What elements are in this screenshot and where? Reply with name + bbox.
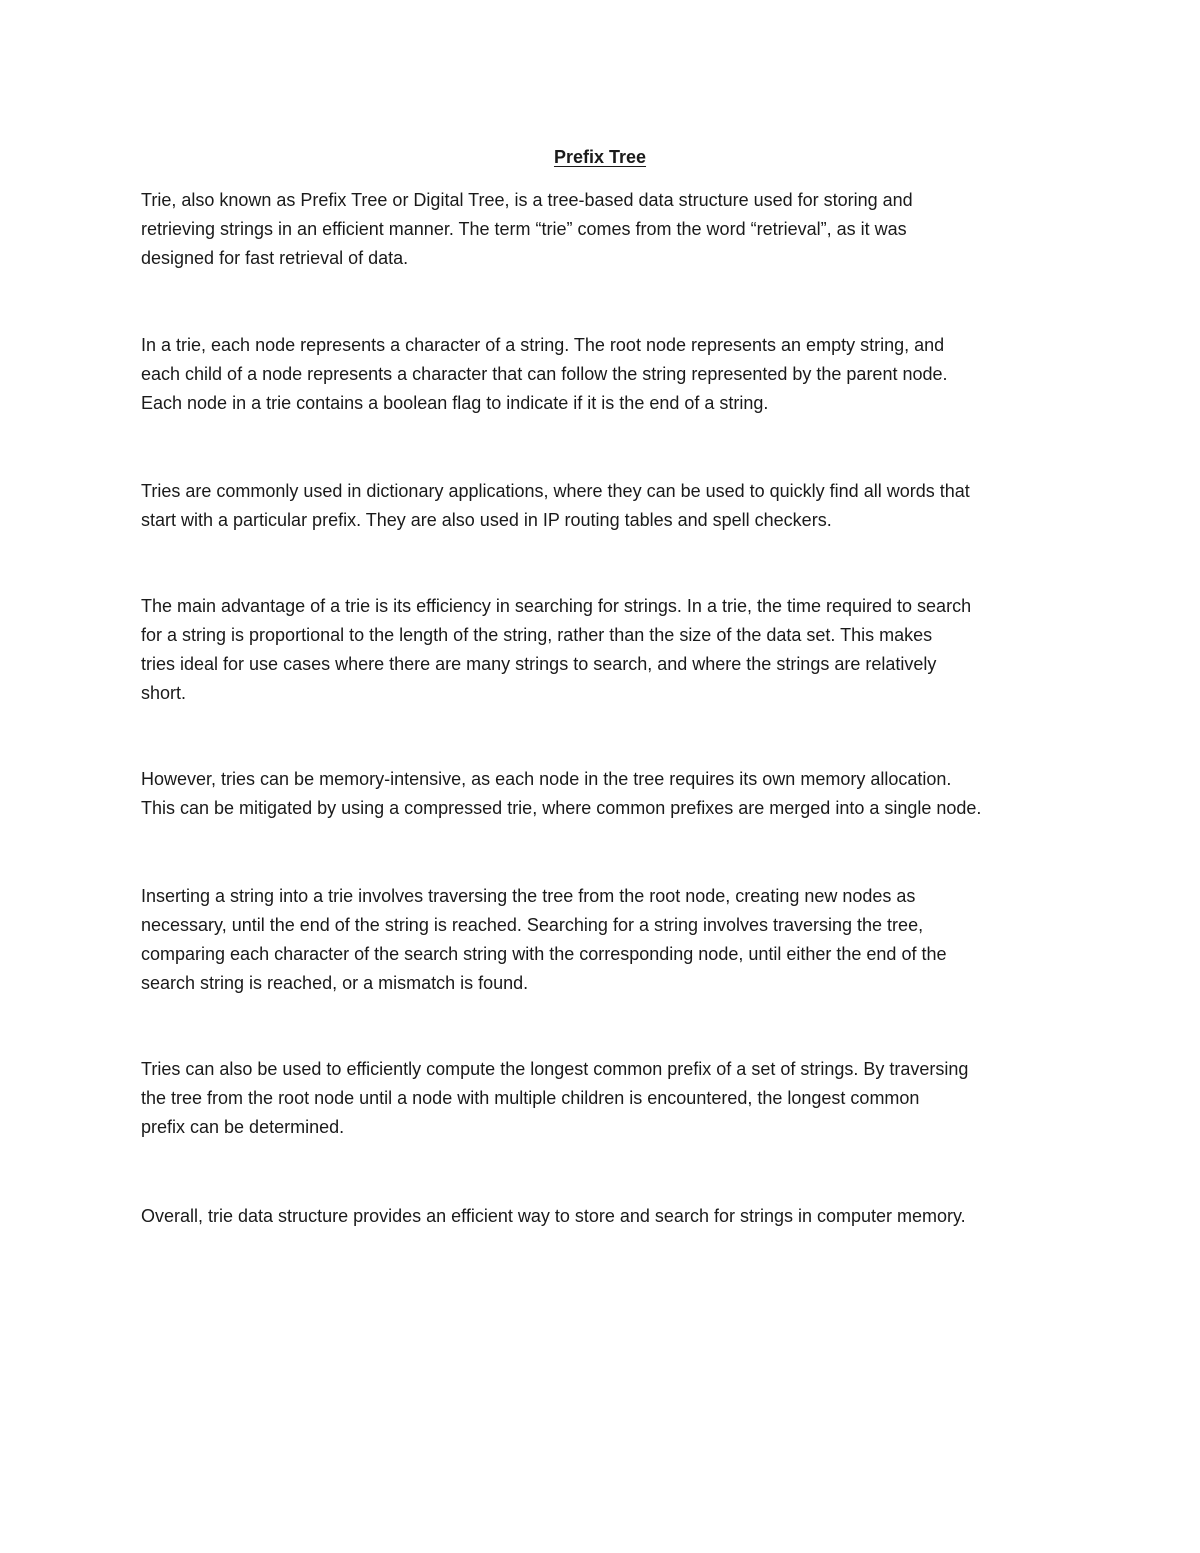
paragraph-line: In a trie, each node represents a character of a string. The root node represents an empty string, and xyxy=(141,335,945,355)
paragraph-conclusion xyxy=(141,1202,1066,1231)
paragraph-advantage xyxy=(141,592,1066,708)
paragraph-line: Tries are commonly used in dictionary applications, where they can be used to quickly find all words that xyxy=(141,481,970,501)
paragraph-applications xyxy=(141,477,1066,535)
paragraph-line: Overall, trie data structure provides an efficient way to store and search for strings in computer memory. xyxy=(141,1206,966,1226)
paragraph-line: retrieving strings in an efficient manner. The term “trie” comes from the word “retrieval”, as it was xyxy=(141,219,907,239)
paragraph-line: start with a particular prefix. They are also used in IP routing tables and spell checkers. xyxy=(141,510,832,530)
paragraph-definition xyxy=(141,186,1066,273)
paragraph-line: Each node in a trie contains a boolean flag to indicate if it is the end of a string. xyxy=(141,393,769,413)
paragraph-line: tries ideal for use cases where there are many strings to search, and where the strings are relatively xyxy=(141,654,937,674)
paragraph-line: The main advantage of a trie is its efficiency in searching for strings. In a trie, the time required to search xyxy=(141,596,972,616)
paragraph-line: comparing each character of the search string with the corresponding node, until either the end of the xyxy=(141,944,947,964)
paragraph-node-structure xyxy=(141,331,1066,418)
paragraph-line: necessary, until the end of the string is reached. Searching for a string involves traversing the tree, xyxy=(141,915,924,935)
paragraph-line: the tree from the root node until a node with multiple children is encountered, the longest common xyxy=(141,1088,920,1108)
paragraph-line: short. xyxy=(141,683,187,703)
paragraph-insert-search xyxy=(141,882,1066,998)
paragraph-line: Trie, also known as Prefix Tree or Digital Tree, is a tree-based data structure used for storing and xyxy=(141,190,913,210)
paragraph-line: However, tries can be memory-intensive, as each node in the tree requires its own memory allocation. xyxy=(141,769,952,789)
paragraph-line: for a string is proportional to the length of the string, rather than the size of the data set. This makes xyxy=(141,625,933,645)
paragraph-line: each child of a node represents a character that can follow the string represented by the parent node. xyxy=(141,364,948,384)
paragraph-line: search string is reached, or a mismatch is found. xyxy=(141,973,529,993)
paragraph-line: Inserting a string into a trie involves traversing the tree from the root node, creating new nodes as xyxy=(141,886,916,906)
paragraph-line: prefix can be determined. xyxy=(141,1117,345,1137)
paragraph-line: This can be mitigated by using a compressed trie, where common prefixes are merged into a single node. xyxy=(141,798,982,818)
paragraph-longest-prefix xyxy=(141,1055,1066,1142)
paragraph-line: designed for fast retrieval of data. xyxy=(141,248,409,268)
document-title: Prefix Tree xyxy=(553,147,647,167)
paragraph-line: Tries can also be used to efficiently compute the longest common prefix of a set of strings. By traversing xyxy=(141,1059,969,1079)
paragraph-memory xyxy=(141,765,1066,823)
